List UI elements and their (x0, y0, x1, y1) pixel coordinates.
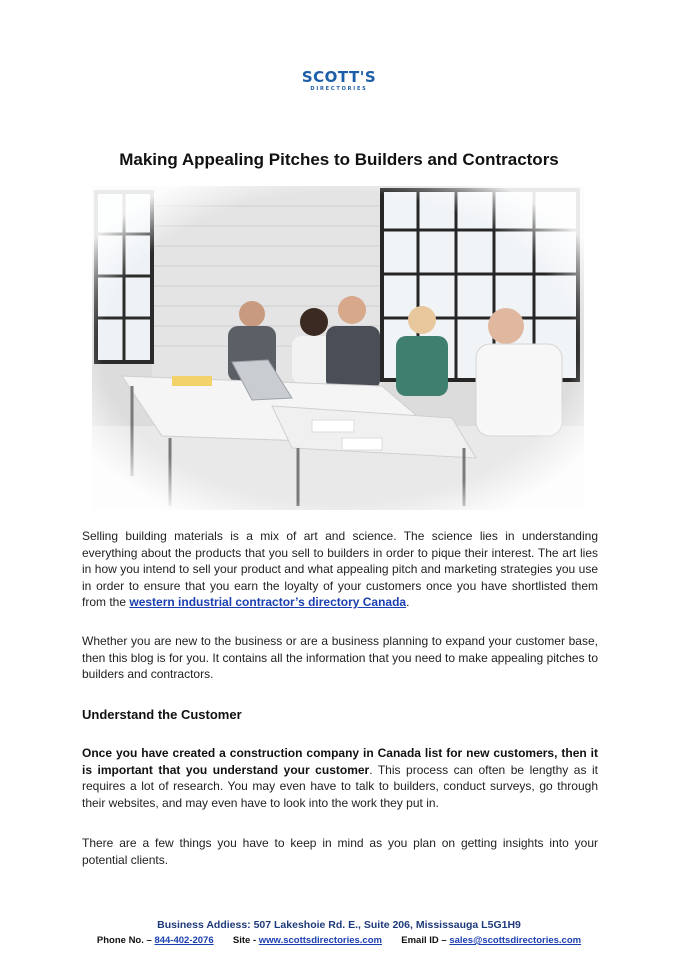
email-label: Email ID – (401, 935, 447, 946)
contractor-directory-link[interactable]: western industrial contractor’s directory Canada (129, 595, 407, 609)
footer-address: Business Addiess: 507 Lakeshoie Rd. E., Suite 206, Mississauga L5G1H9 (157, 919, 521, 931)
understand-customer-paragraph (82, 745, 598, 811)
footer-contacts (0, 935, 678, 946)
lead-sentence: Once you have created a construction company in Canada list for new customers, then it is important that you understand your customer (82, 746, 598, 777)
section-heading: Understand the Customer (82, 707, 242, 722)
office-meeting-photo (92, 186, 584, 510)
intro-period: . (406, 595, 410, 609)
email-link[interactable]: sales@scottsdirectories.com (449, 935, 582, 946)
logo-wordmark: SCOTT'S (301, 68, 377, 86)
paragraph-rest: . This process can often be lengthy as it requires a lot of research. You may even have to talk to builders, conduct surveys, go through their websites, and may even have to look into the work they put in. (82, 762, 598, 810)
insights-paragraph: There are a few things you have to keep in mind as you plan on getting insights into your potential clients. (82, 836, 598, 867)
logo-subtitle: DIRECTORIES (310, 86, 368, 92)
intro-paragraph (82, 528, 598, 611)
blog-intro-paragraph: Whether you are new to the business or are a business planning to expand your customer base, then this blog is for you. It contains all the information that you need to make appealing pitches to builders and contractors. (82, 634, 598, 681)
phone-label: Phone No. – (96, 935, 152, 946)
phone-link[interactable]: 844-402-2076 (154, 935, 214, 946)
scotts-directories-logo (0, 70, 678, 93)
page-title: Making Appealing Pitches to Builders and Contractors (119, 150, 559, 169)
intro-text: Selling building materials is a mix of art and science. The science lies in understanding everything about the products that you sell to builders in order to pique their interest. The art lies in how you intend to sell your product and what appealing pitch and marketing strategies you use in order to ensure that you earn the loyalty of your customers once you have shortlisted them from the (82, 529, 598, 609)
site-link[interactable]: www.scottsdirectories.com (258, 935, 382, 946)
site-label: Site - (232, 935, 257, 946)
